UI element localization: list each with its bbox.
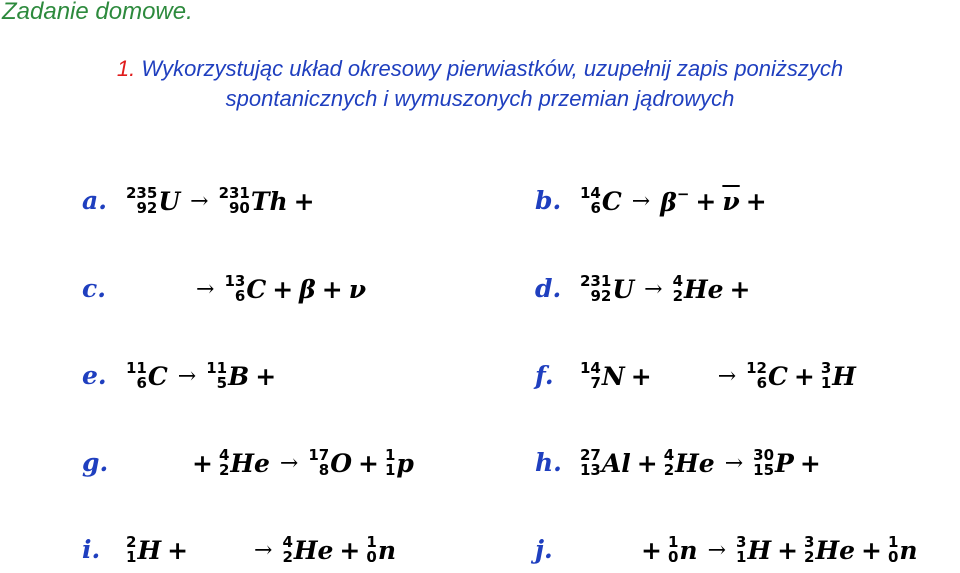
task-number: 1. <box>116 56 136 81</box>
reaction-equation <box>126 178 321 224</box>
task-text-2: spontanicznych i wymuszonych przemian jądrowych <box>225 86 735 111</box>
element-symbol: n <box>679 535 698 565</box>
mass-number: 1 <box>887 533 899 551</box>
nuclide <box>219 186 288 216</box>
reaction-equation <box>580 266 756 312</box>
mass-number: 1 <box>366 533 377 551</box>
nuclide <box>308 448 352 478</box>
atomic-number: 90 <box>229 199 250 217</box>
plus-sign: + <box>339 535 361 565</box>
nucleon-numbers <box>668 535 678 565</box>
plus-sign: + <box>641 535 662 565</box>
atomic-number: 2 <box>672 287 683 305</box>
atomic-number: 1 <box>384 461 396 479</box>
mass-number: 14 <box>580 184 601 202</box>
mass-number: 11 <box>126 359 147 377</box>
plus-sign: + <box>793 361 815 391</box>
nucleon-numbers <box>580 186 601 216</box>
nuclide <box>673 274 724 304</box>
atomic-number: 13 <box>580 461 601 479</box>
element-symbol: H <box>137 535 162 565</box>
plus-sign: + <box>272 274 294 304</box>
nucleon-numbers <box>753 448 774 478</box>
nucleon-numbers <box>366 535 376 565</box>
element-symbol: H <box>747 535 772 565</box>
atomic-number: 2 <box>663 461 675 479</box>
mass-number: 231 <box>218 184 250 202</box>
element-symbol: n <box>377 535 396 565</box>
plus-sign: + <box>799 448 821 478</box>
reaction-label: b. <box>535 186 562 215</box>
element-symbol: C <box>601 186 622 216</box>
mass-number: 3 <box>736 533 747 551</box>
nucleon-numbers <box>664 448 674 478</box>
element-symbol: Al <box>601 448 631 478</box>
particle-symbol <box>722 187 739 216</box>
nucleon-numbers <box>580 361 601 391</box>
reaction-arrow: → <box>279 450 299 476</box>
element-symbol: He <box>293 535 334 565</box>
mass-number: 1 <box>384 446 396 464</box>
nucleon-numbers <box>580 448 601 478</box>
reaction-label: c. <box>82 274 106 303</box>
element-symbol: C <box>147 361 168 391</box>
mass-number: 14 <box>580 359 601 377</box>
nuclide <box>219 448 270 478</box>
atomic-number: 1 <box>736 548 747 566</box>
reaction-label: f. <box>535 361 554 390</box>
nucleon-numbers <box>308 448 329 478</box>
nucleon-numbers <box>206 361 227 391</box>
particle-symbol-text: $\overline{\nu}$ <box>722 186 740 216</box>
nucleon-numbers <box>736 535 746 565</box>
mass-number: 4 <box>672 272 683 290</box>
reaction-equation <box>580 178 773 224</box>
reaction-arrow: → <box>190 188 209 214</box>
mass-number: 12 <box>746 359 767 377</box>
reaction-label: d. <box>535 274 562 303</box>
nuclide <box>126 535 161 565</box>
atomic-number: 15 <box>753 461 775 479</box>
nuclide <box>580 186 622 216</box>
nuclide <box>580 361 625 391</box>
element-symbol: He <box>684 274 724 304</box>
element-symbol: O <box>330 448 353 478</box>
atomic-number: 6 <box>756 374 767 392</box>
mass-number: 3 <box>820 359 832 377</box>
nucleon-numbers <box>126 361 147 391</box>
nuclide <box>664 448 715 478</box>
mass-number: 30 <box>753 446 775 464</box>
reaction-label: j. <box>535 535 553 564</box>
particle-symbol-text: β <box>660 188 677 217</box>
mass-number: 4 <box>663 446 675 464</box>
element-symbol: n <box>899 535 918 565</box>
atomic-number: 2 <box>218 461 230 479</box>
mass-number: 1 <box>667 533 679 551</box>
mass-number: 11 <box>206 359 228 377</box>
element-symbol: C <box>768 361 788 391</box>
nuclide <box>753 448 794 478</box>
nucleon-numbers <box>126 535 136 565</box>
mass-number: 4 <box>282 533 293 551</box>
element-symbol: U <box>158 186 181 216</box>
element-symbol: Th <box>250 186 288 216</box>
reaction-equation <box>580 527 918 573</box>
atomic-number: 0 <box>667 548 679 566</box>
nuclide <box>282 535 333 565</box>
nuclide <box>804 535 855 565</box>
atomic-number: 2 <box>282 548 293 566</box>
plus-sign: + <box>729 274 751 304</box>
atomic-number: 8 <box>318 461 330 479</box>
page-title: Zadanie domowe. <box>2 0 193 25</box>
reaction-equation <box>126 527 396 573</box>
element-symbol: He <box>675 448 715 478</box>
plus-sign: + <box>358 448 379 478</box>
particle-symbol <box>660 185 689 217</box>
element-symbol: B <box>228 361 250 391</box>
reaction-arrow: → <box>196 276 215 302</box>
nucleon-numbers <box>282 535 292 565</box>
nucleon-numbers <box>224 274 245 304</box>
nuclide <box>385 448 414 478</box>
plus-sign: + <box>777 535 799 565</box>
nuclide <box>206 361 249 391</box>
reaction-equation <box>126 440 414 486</box>
reaction-equation <box>126 266 366 312</box>
nuclide <box>126 361 168 391</box>
mass-number: 235 <box>126 184 158 202</box>
reaction-equation <box>580 353 856 399</box>
nucleon-numbers <box>219 448 229 478</box>
plus-sign: + <box>321 274 343 304</box>
nucleon-numbers <box>804 535 814 565</box>
reaction-label: i. <box>82 535 101 564</box>
nucleon-numbers <box>673 274 683 304</box>
nucleon-numbers <box>888 535 898 565</box>
nuclide <box>746 361 788 391</box>
particle-symbol <box>299 275 316 304</box>
nucleon-numbers <box>219 186 250 216</box>
element-symbol: He <box>230 448 270 478</box>
element-symbol: C <box>246 274 267 304</box>
atomic-number: 2 <box>804 548 815 566</box>
mass-number: 27 <box>580 446 601 464</box>
reaction-label: g. <box>82 448 109 477</box>
element-symbol: p <box>396 448 414 478</box>
plus-sign: + <box>695 186 717 216</box>
nucleon-numbers <box>385 448 395 478</box>
mass-number: 2 <box>126 533 137 551</box>
reaction-equation <box>580 440 827 486</box>
plus-sign: + <box>636 448 658 478</box>
plus-sign: + <box>630 361 652 391</box>
reaction-arrow: → <box>254 537 273 563</box>
element-symbol: H <box>832 361 856 391</box>
atomic-number: 92 <box>136 199 158 217</box>
nucleon-numbers <box>580 274 611 304</box>
element-symbol: He <box>815 535 855 565</box>
reaction-label: h. <box>535 448 562 477</box>
atomic-number: 6 <box>590 199 601 217</box>
atomic-number: 1 <box>126 548 137 566</box>
reaction-arrow: → <box>177 363 197 389</box>
reaction-equation <box>126 353 282 399</box>
particle-symbol <box>349 275 366 304</box>
reaction-arrow: → <box>644 276 663 302</box>
element-symbol: P <box>775 448 794 478</box>
reaction-arrow: → <box>724 450 744 476</box>
nuclide <box>126 186 180 216</box>
nuclide <box>580 274 634 304</box>
nuclide <box>668 535 698 565</box>
element-symbol: N <box>601 361 625 391</box>
atomic-number: 6 <box>234 287 246 305</box>
plus-sign: + <box>745 186 767 216</box>
particle-symbol-text: β <box>299 274 316 304</box>
atomic-number: 1 <box>820 374 832 392</box>
atomic-number: 0 <box>887 548 899 566</box>
nucleon-numbers <box>821 361 831 391</box>
charge-superscript: − <box>676 185 690 203</box>
nuclide <box>736 535 771 565</box>
mass-number: 231 <box>580 272 612 290</box>
task-text-1: Wykorzystując układ okresowy pierwiastków, uzupełnij zapis poniższych <box>141 56 844 81</box>
reaction-label: a. <box>82 186 107 215</box>
reaction-arrow: → <box>717 363 737 389</box>
mass-number: 13 <box>224 272 246 290</box>
nuclide <box>888 535 918 565</box>
atomic-number: 92 <box>590 287 612 305</box>
atomic-number: 0 <box>366 548 377 566</box>
mass-number: 3 <box>804 533 815 551</box>
reaction-label: e. <box>82 361 107 390</box>
nucleon-numbers <box>746 361 767 391</box>
task-instruction <box>0 54 960 114</box>
nuclide <box>580 448 631 478</box>
particle-symbol-text: ν <box>348 274 367 304</box>
reaction-arrow: → <box>631 188 651 214</box>
mass-number: 17 <box>308 446 330 464</box>
nuclide <box>821 361 856 391</box>
atomic-number: 7 <box>590 374 601 392</box>
atomic-number: 5 <box>216 374 228 392</box>
task-line-1 <box>0 54 960 84</box>
plus-sign: + <box>255 361 277 391</box>
element-symbol: U <box>612 274 635 304</box>
plus-sign: + <box>293 186 315 216</box>
mass-number: 4 <box>218 446 230 464</box>
nuclide <box>224 274 266 304</box>
plus-sign: + <box>192 448 213 478</box>
nuclide <box>366 535 396 565</box>
nucleon-numbers <box>126 186 157 216</box>
reaction-arrow: → <box>707 537 727 563</box>
plus-sign: + <box>861 535 882 565</box>
atomic-number: 6 <box>136 374 147 392</box>
plus-sign: + <box>167 535 189 565</box>
